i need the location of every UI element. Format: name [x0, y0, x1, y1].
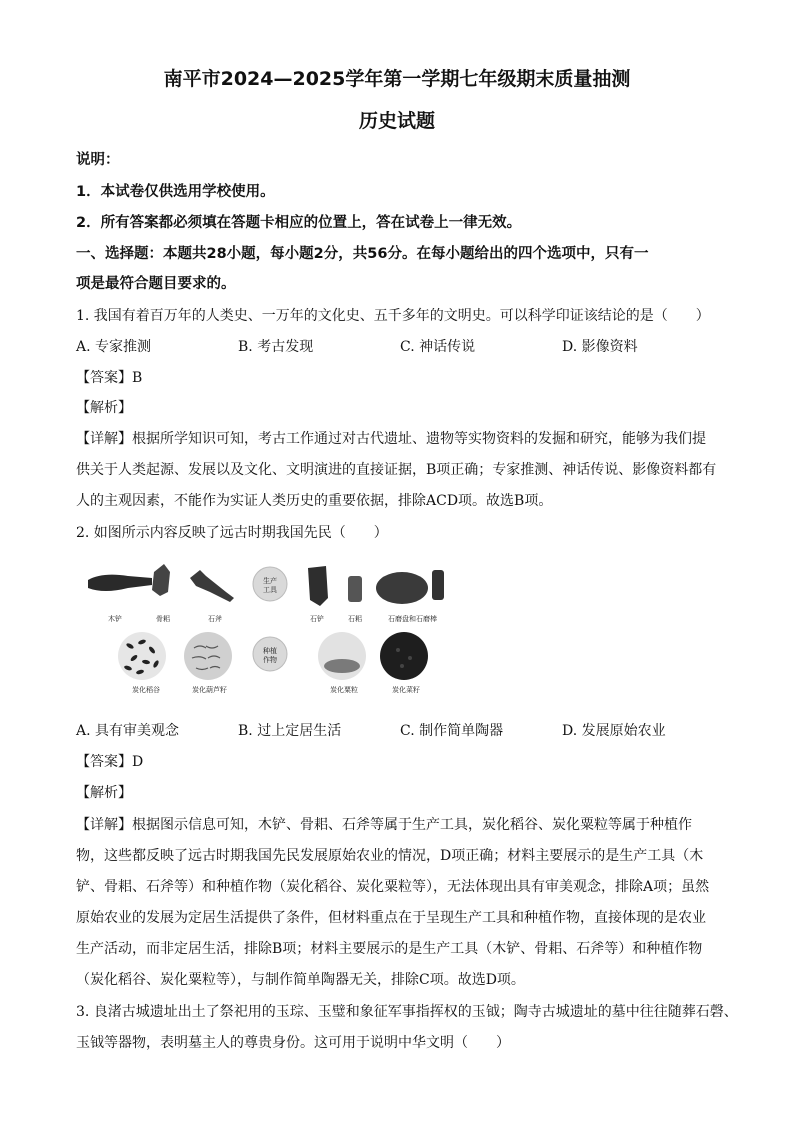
badge1-line-1: 生产 — [263, 577, 277, 585]
stone-axe-image — [190, 570, 234, 602]
q2-option-b: B. 过上定居生活 — [238, 723, 342, 739]
q2-detail-line-4: 原始农业的发展为定居生活提供了条件，但材料重点在于呈现生产工具和种植作物，直接体现的是农业 — [76, 910, 706, 926]
exam-subject: 历史试题 — [358, 110, 435, 132]
carbonized-rapeseed-image — [380, 632, 428, 680]
label-bone-spade: 骨耜 — [156, 615, 170, 623]
grinding-rod-image — [432, 570, 444, 600]
q2-option-d: D. 发展原始农业 — [562, 723, 666, 739]
q1-detail-line-3: 人的主观因素，不能作为实证人类历史的重要依据，排除ACD项。故选B项。 — [76, 493, 553, 509]
stone-shovel-image — [308, 566, 328, 606]
label-grinding-stone: 石磨盘和石磨棒 — [388, 615, 437, 623]
q1-answer: 【答案】B — [76, 370, 143, 386]
q3-stem-line-2: 玉钺等器物，表明墓主人的尊贵身份。这可用于说明中华文明（ ） — [76, 1035, 510, 1051]
q2-answer: 【答案】D — [76, 754, 144, 770]
instruction-item-1: 1．本试卷仅供选用学校使用。 — [76, 184, 275, 200]
q1-detail-line-2: 供关于人类起源、发展以及文化、文明演进的直接证据，B项正确；专家推测、神话传说、影像资料都有 — [76, 462, 717, 478]
wooden-spade-image — [88, 575, 152, 591]
bone-spade-image — [152, 564, 170, 596]
q2-artifact-figure — [82, 558, 454, 704]
q1-option-b: B. 考古发现 — [238, 339, 314, 355]
q2-analysis-label: 【解析】 — [76, 785, 132, 801]
grinding-stone-image — [376, 572, 428, 604]
q1-analysis-label: 【解析】 — [76, 400, 132, 416]
q2-detail-line-5: 生产活动，而非定居生活，排除B项；材料主要展示的是生产工具（木铲、骨耜、石斧等）和种植作物 — [76, 941, 703, 957]
instructions-heading: 说明： — [76, 152, 120, 168]
label-stone-shovel: 石铲 — [310, 615, 324, 623]
q2-detail-line-3: 铲、骨耜、石斧等）和种植作物（炭化稻谷、炭化粟粒等），无法体现出具有审美观念，排除A项；虽然 — [76, 879, 710, 895]
instruction-item-2: 2．所有答案都必须填在答题卡相应的位置上，答在试卷上一律无效。 — [76, 215, 522, 231]
badge2-line-2: 作物 — [263, 656, 277, 664]
q2-detail-line-6: （炭化稻谷、炭化粟粒等），与制作简单陶器无关，排除C项。故选D项。 — [76, 972, 525, 988]
q1-stem: 1. 我国有着百万年的人类史、一万年的文化史、五千多年的文明史。可以科学印证该结论的是（ ） — [76, 308, 710, 324]
q1-option-a: A. 专家推测 — [76, 339, 152, 355]
q2-option-c: C. 制作简单陶器 — [400, 723, 504, 739]
carbonized-gourd-seed-image — [184, 632, 232, 680]
q3-stem-line-1: 3. 良渚古城遗址出土了祭祀用的玉琮、玉璧和象征军事指挥权的玉钺；陶寺古城遗址的墓中往往随葬石磬、 — [76, 1004, 738, 1020]
q1-option-d: D. 影像资料 — [562, 339, 638, 355]
q1-option-c: C. 神话传说 — [400, 339, 476, 355]
exam-title: 南平市2024—2025学年第一学期七年级期末质量抽测 — [163, 68, 631, 90]
badge1-line-2: 工具 — [263, 586, 277, 594]
section-heading-line-2: 项是最符合题目要求的。 — [76, 276, 236, 292]
stone-plow-image — [348, 576, 362, 602]
label-stone-axe: 石斧 — [208, 615, 222, 623]
q2-stem: 2. 如图所示内容反映了远古时期我国先民（ ） — [76, 525, 388, 541]
label-carbonized-gourd-seed: 炭化葫芦籽 — [192, 686, 227, 694]
q2-detail-line-1: 【详解】根据图示信息可知，木铲、骨耜、石斧等属于生产工具，炭化稻谷、炭化粟粒等属于种植作 — [76, 817, 692, 833]
section-heading-line-1: 一、选择题：本题共28小题，每小题2分，共56分。在每小题给出的四个选项中，只有一 — [76, 246, 649, 262]
label-carbonized-millet: 炭化粟粒 — [330, 686, 358, 694]
label-stone-plow: 石耜 — [348, 615, 362, 623]
label-wooden-spade: 木铲 — [108, 615, 122, 623]
q2-option-a: A. 具有审美观念 — [76, 723, 180, 739]
q1-detail-line-1: 【详解】根据所学知识可知，考古工作通过对古代遗址、遗物等实物资料的发掘和研究，能够为我们提 — [76, 431, 706, 447]
label-carbonized-rapeseed: 炭化菜籽 — [392, 686, 420, 694]
q2-detail-line-2: 物，这些都反映了远古时期我国先民发展原始农业的情况，D项正确；材料主要展示的是生产工具（木 — [76, 848, 704, 864]
badge2-line-1: 种植 — [263, 647, 277, 655]
label-carbonized-rice: 炭化稻谷 — [132, 686, 160, 694]
